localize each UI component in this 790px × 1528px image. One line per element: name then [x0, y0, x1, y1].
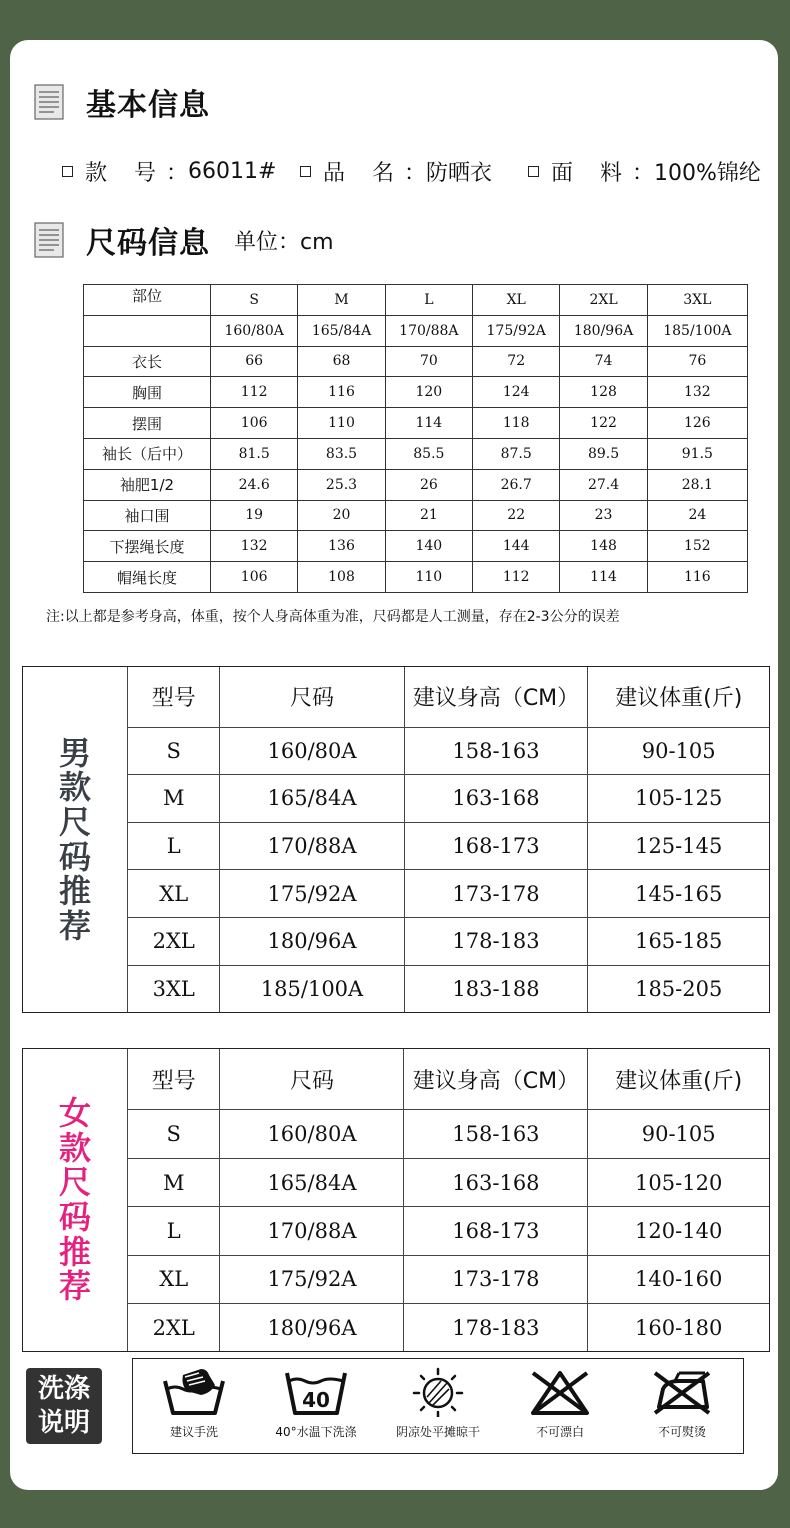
- table-row: [128, 1207, 770, 1255]
- size-unit: 单位：cm: [234, 229, 334, 255]
- column-header: 尺码: [220, 667, 404, 727]
- measurement-value: 122: [560, 408, 647, 439]
- table-row: [128, 965, 770, 1012]
- womens-side-label: [23, 1049, 127, 1351]
- style-number-value: 66011#: [188, 159, 277, 184]
- measurement-value: 26.7: [473, 469, 560, 500]
- bullet-square-icon: [300, 166, 311, 177]
- measurement-value: 112: [473, 562, 560, 593]
- measurement-value: 76: [647, 346, 747, 377]
- fabric-value: 100%锦纶: [654, 161, 761, 186]
- table-row: [128, 870, 770, 918]
- measurement-value: 116: [298, 377, 385, 408]
- measurement-value: 144: [473, 531, 560, 562]
- recommendation-cell: XL: [128, 870, 220, 918]
- measurement-value: 148: [560, 531, 647, 562]
- spec-header: 180/96A: [560, 315, 647, 346]
- measurement-label: 帽绳长度: [84, 562, 211, 593]
- table-row: [84, 562, 748, 593]
- wash-40-number: 40: [302, 1388, 330, 1412]
- recommendation-cell: 168-173: [404, 822, 588, 870]
- wash-40-caption: 40°水温下洗涤: [275, 1425, 357, 1439]
- recommendation-cell: 125-145: [588, 822, 769, 870]
- size-header: 2XL: [560, 285, 647, 316]
- measurement-label: 摆围: [84, 408, 211, 439]
- no-iron-caption: 不可熨烫: [657, 1425, 706, 1439]
- recommendation-cell: 165/84A: [220, 775, 404, 823]
- recommendation-cell: 163-168: [404, 775, 588, 823]
- recommendation-cell: S: [128, 1110, 220, 1158]
- table-row: [84, 438, 748, 469]
- table-row: [84, 469, 748, 500]
- no-bleach-item: [499, 1367, 621, 1440]
- recommendation-cell: 178-183: [404, 1304, 588, 1351]
- column-header: 建议身高（CM）: [404, 1049, 588, 1110]
- table-row: [128, 1158, 770, 1206]
- empty-cell: [84, 315, 211, 346]
- size-header: XL: [473, 285, 560, 316]
- recommendation-cell: 105-125: [588, 775, 769, 823]
- measurement-value: 70: [385, 346, 472, 377]
- recommendation-cell: 180/96A: [220, 1304, 404, 1351]
- no-bleach-icon: [527, 1367, 593, 1417]
- measurement-value: 20: [298, 500, 385, 531]
- measurement-table: [83, 284, 748, 593]
- measurement-value: 152: [647, 531, 747, 562]
- measurement-value: 116: [647, 562, 747, 593]
- table-row: [84, 531, 748, 562]
- hand-wash-caption: 建议手洗: [169, 1425, 218, 1439]
- size-header: S: [211, 285, 298, 316]
- fabric-sep: ：: [632, 161, 655, 186]
- measurement-value: 118: [473, 408, 560, 439]
- measurement-label: 袖口围: [84, 500, 211, 531]
- recommendation-cell: 160/80A: [220, 727, 404, 775]
- wash-instructions-badge: [26, 1368, 102, 1444]
- measurement-label: 下摆绳长度: [84, 531, 211, 562]
- recommendation-cell: 173-178: [404, 870, 588, 918]
- shade-dry-caption: 阴凉处平摊晾干: [395, 1425, 480, 1439]
- measurement-value: 83.5: [298, 438, 385, 469]
- recommendation-cell: 170/88A: [220, 1207, 404, 1255]
- recommendation-cell: 165/84A: [220, 1158, 404, 1206]
- recommendation-cell: 105-120: [588, 1158, 769, 1206]
- measurement-value: 132: [647, 377, 747, 408]
- document-icon: [34, 84, 64, 120]
- table-header-row: [128, 667, 770, 727]
- column-header: 型号: [128, 1049, 220, 1110]
- table-row: [128, 1304, 770, 1351]
- spec-header: 175/92A: [473, 315, 560, 346]
- recommendation-cell: 145-165: [588, 870, 769, 918]
- style-number-item: [62, 156, 276, 187]
- table-row: [128, 1110, 770, 1158]
- measurement-value: 24.6: [211, 469, 298, 500]
- measurement-note: 注:以上都是参考身高，体重，按个人身高体重为准，尺码都是人工测量，存在2-3公分的误差: [46, 609, 620, 625]
- measurement-value: 21: [385, 500, 472, 531]
- measurement-value: 110: [298, 408, 385, 439]
- recommendation-cell: 168-173: [404, 1207, 588, 1255]
- part-header: 部位: [84, 285, 211, 316]
- measurement-value: 114: [560, 562, 647, 593]
- size-header: L: [385, 285, 472, 316]
- table-row: [84, 500, 748, 531]
- recommendation-cell: 3XL: [128, 965, 220, 1012]
- basic-info-title: 基本信息: [86, 88, 210, 123]
- recommendation-cell: 158-163: [404, 1110, 588, 1158]
- product-name-label: 品 名: [323, 161, 404, 186]
- measurement-value: 91.5: [647, 438, 747, 469]
- measurement-value: 27.4: [560, 469, 647, 500]
- page-card: [10, 40, 778, 1490]
- column-header: 建议身高（CM）: [404, 667, 588, 727]
- mens-side-text: 男款尺码推荐: [58, 733, 91, 945]
- measurement-value: 26: [385, 469, 472, 500]
- style-number-sep: ：: [166, 161, 189, 186]
- spec-header: 185/100A: [647, 315, 747, 346]
- recommendation-cell: 90-105: [588, 727, 769, 775]
- measurement-value: 85.5: [385, 438, 472, 469]
- table-row: [128, 1255, 770, 1303]
- recommendation-cell: 160/80A: [220, 1110, 404, 1158]
- recommendation-cell: M: [128, 1158, 220, 1206]
- recommendation-cell: 185-205: [588, 965, 769, 1012]
- measurement-value: 136: [298, 531, 385, 562]
- womens-recommendation: [22, 1048, 770, 1352]
- product-name-item: [300, 156, 492, 187]
- measurement-value: 106: [211, 408, 298, 439]
- bullet-square-icon: [62, 166, 73, 177]
- measurement-value: 106: [211, 562, 298, 593]
- measurement-value: 89.5: [560, 438, 647, 469]
- recommendation-cell: XL: [128, 1255, 220, 1303]
- recommendation-cell: 175/92A: [220, 1255, 404, 1303]
- recommendation-cell: M: [128, 775, 220, 823]
- womens-side-text: 女款尺码推荐: [58, 1094, 91, 1306]
- mens-side-label: [23, 667, 127, 1012]
- measurement-value: 120: [385, 377, 472, 408]
- measurement-value: 81.5: [211, 438, 298, 469]
- table-row: [84, 285, 748, 316]
- measurement-value: 28.1: [647, 469, 747, 500]
- measurement-value: 110: [385, 562, 472, 593]
- measurement-value: 114: [385, 408, 472, 439]
- measurement-label: 胸围: [84, 377, 211, 408]
- recommendation-cell: 183-188: [404, 965, 588, 1012]
- product-name-sep: ：: [404, 161, 427, 186]
- hand-wash-icon: [161, 1367, 227, 1417]
- wash-instructions-box: [132, 1358, 744, 1454]
- measurement-value: 72: [473, 346, 560, 377]
- measurement-label: 袖长（后中）: [84, 438, 211, 469]
- product-name-value: 防晒衣: [426, 161, 493, 186]
- table-row: [128, 775, 770, 823]
- recommendation-cell: 185/100A: [220, 965, 404, 1012]
- measurement-value: 68: [298, 346, 385, 377]
- measurement-value: 25.3: [298, 469, 385, 500]
- size-info-title: 尺码信息: [86, 226, 210, 261]
- recommendation-cell: 158-163: [404, 727, 588, 775]
- shade-dry-item: [377, 1367, 499, 1440]
- column-header: 尺码: [220, 1049, 404, 1110]
- table-row: [84, 408, 748, 439]
- womens-table: [127, 1049, 769, 1351]
- column-header: 建议体重(斤): [588, 1049, 769, 1110]
- table-row: [84, 315, 748, 346]
- measurement-value: 23: [560, 500, 647, 531]
- spec-header: 160/80A: [211, 315, 298, 346]
- no-bleach-caption: 不可漂白: [535, 1425, 584, 1439]
- recommendation-cell: 140-160: [588, 1255, 769, 1303]
- measurement-value: 19: [211, 500, 298, 531]
- measurement-value: 24: [647, 500, 747, 531]
- table-row: [128, 822, 770, 870]
- shade-dry-icon: [405, 1367, 471, 1417]
- table-header-row: [128, 1049, 770, 1110]
- mens-table: [127, 667, 769, 1012]
- fabric-label: 面 料: [551, 161, 632, 186]
- table-row: [128, 918, 770, 966]
- recommendation-cell: S: [128, 727, 220, 775]
- recommendation-cell: 2XL: [128, 1304, 220, 1351]
- measurement-value: 112: [211, 377, 298, 408]
- table-row: [84, 346, 748, 377]
- size-header: 3XL: [647, 285, 747, 316]
- measurement-value: 126: [647, 408, 747, 439]
- recommendation-cell: 160-180: [588, 1304, 769, 1351]
- recommendation-cell: 120-140: [588, 1207, 769, 1255]
- table-row: [128, 727, 770, 775]
- measurement-value: 108: [298, 562, 385, 593]
- spec-header: 170/88A: [385, 315, 472, 346]
- column-header: 建议体重(斤): [588, 667, 769, 727]
- wash-40-item: [255, 1367, 377, 1440]
- measurement-value: 128: [560, 377, 647, 408]
- recommendation-cell: 165-185: [588, 918, 769, 966]
- wash-40-icon: [283, 1367, 349, 1417]
- no-iron-icon: [649, 1367, 715, 1417]
- measurement-value: 66: [211, 346, 298, 377]
- recommendation-cell: 175/92A: [220, 870, 404, 918]
- document-icon: [34, 222, 64, 258]
- measurement-label: 袖肥1/2: [84, 469, 211, 500]
- basic-info-header: [34, 80, 210, 124]
- recommendation-cell: 178-183: [404, 918, 588, 966]
- measurement-value: 87.5: [473, 438, 560, 469]
- recommendation-cell: 173-178: [404, 1255, 588, 1303]
- mens-recommendation: [22, 666, 770, 1013]
- size-header: M: [298, 285, 385, 316]
- recommendation-cell: 180/96A: [220, 918, 404, 966]
- style-number-label: 款 号: [85, 161, 166, 186]
- recommendation-cell: L: [128, 1207, 220, 1255]
- size-info-header: [34, 218, 334, 262]
- recommendation-cell: L: [128, 822, 220, 870]
- measurement-label: 衣长: [84, 346, 211, 377]
- table-row: [84, 377, 748, 408]
- recommendation-cell: 2XL: [128, 918, 220, 966]
- wash-badge-text: 洗涤说明: [37, 1374, 90, 1438]
- bullet-square-icon: [528, 166, 539, 177]
- measurement-value: 132: [211, 531, 298, 562]
- recommendation-cell: 163-168: [404, 1158, 588, 1206]
- hand-wash-item: [133, 1367, 255, 1440]
- fabric-item: [528, 156, 761, 187]
- recommendation-cell: 170/88A: [220, 822, 404, 870]
- spec-header: 165/84A: [298, 315, 385, 346]
- recommendation-cell: 90-105: [588, 1110, 769, 1158]
- measurement-value: 22: [473, 500, 560, 531]
- measurement-value: 140: [385, 531, 472, 562]
- measurement-value: 74: [560, 346, 647, 377]
- measurement-value: 124: [473, 377, 560, 408]
- no-iron-item: [621, 1367, 743, 1440]
- column-header: 型号: [128, 667, 220, 727]
